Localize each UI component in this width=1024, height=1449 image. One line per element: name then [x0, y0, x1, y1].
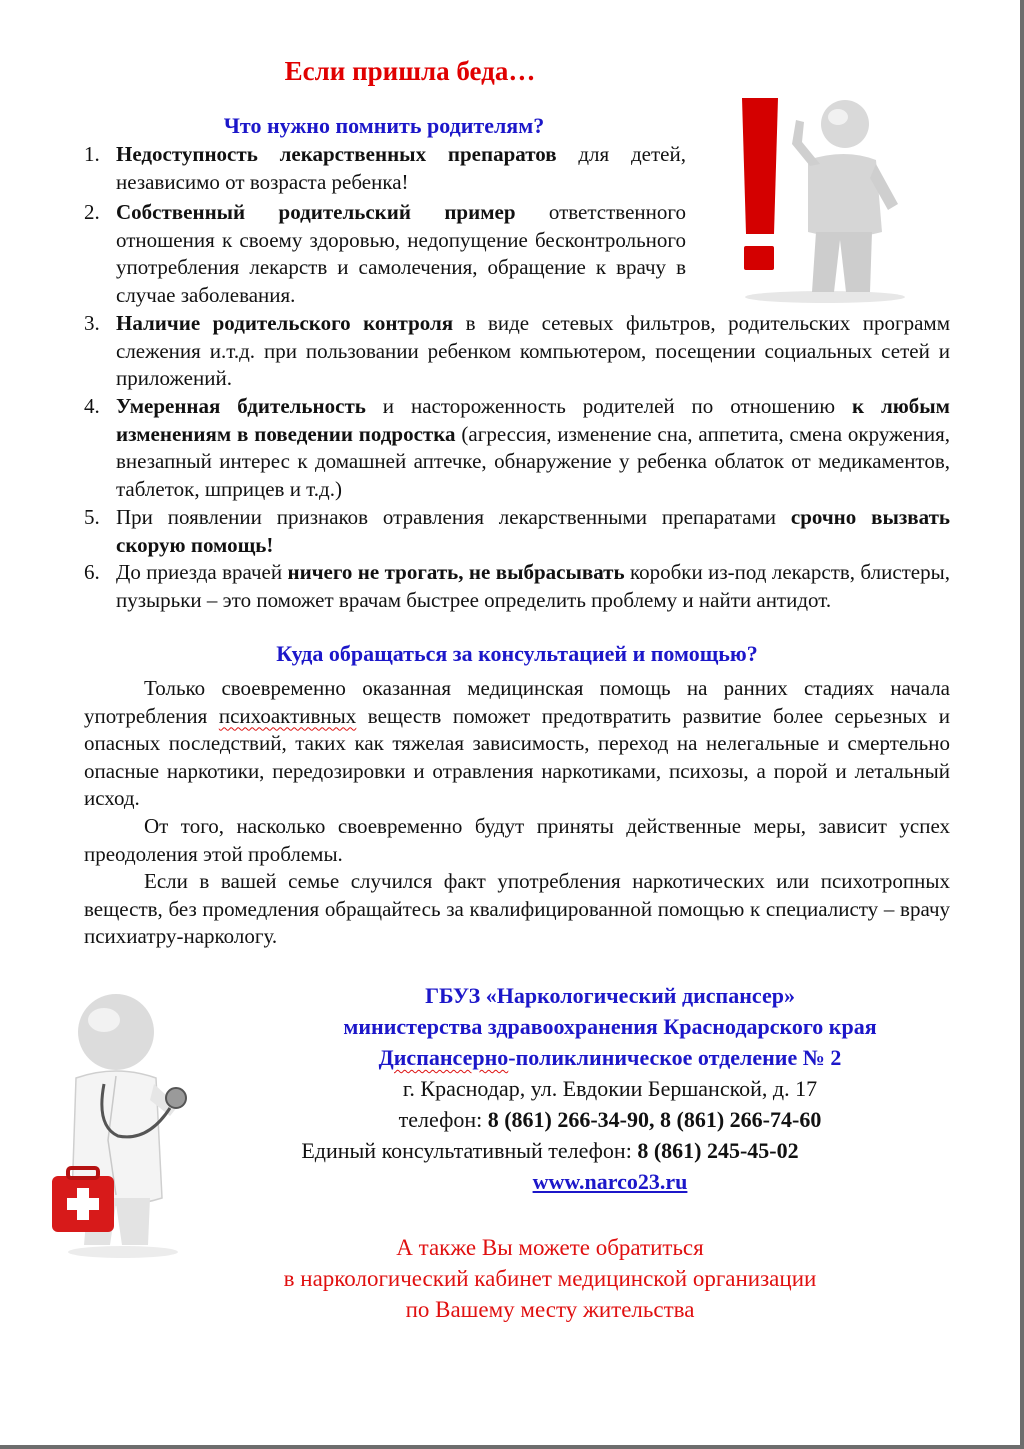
- org-ministry: министерства здравоохранения Краснодарского края: [343, 1014, 877, 1039]
- list-item: [84, 199, 686, 309]
- page-title: Если пришла беда…: [284, 56, 536, 86]
- list-item-number: 4.: [84, 394, 100, 418]
- list-item-number: 3.: [84, 311, 100, 335]
- org-address: г. Краснодар, ул. Евдокии Бершанской, д. 17: [402, 1076, 818, 1101]
- list-item-bold: ничего не трогать, не выбрасывать: [287, 560, 625, 584]
- paragraph-text: От того, насколько своевременно будут приняты действенные меры, зависит успех преодоления этой проблемы.: [84, 814, 950, 866]
- contact-block: [180, 980, 1024, 1197]
- website-link[interactable]: www.narco23.ru: [532, 1169, 688, 1194]
- list-item-bold: Наличие родительского контроля: [116, 311, 454, 335]
- exclamation-dot: [744, 246, 774, 270]
- footer-line: А также Вы можете обратиться: [396, 1235, 704, 1260]
- phone-numbers: 8 (861) 266-34-90, 8 (861) 266-74-60: [487, 1107, 822, 1132]
- figure-head-highlight: [828, 109, 848, 125]
- list-item-text: коробки из-под лекарств, блистеры, пузырьки – это поможет врачам быстрее определить проблему и найти антидот.: [116, 560, 950, 612]
- footer-line: по Вашему месту жительства: [405, 1297, 695, 1322]
- list-item-text: (агрессия, изменение сна, аппетита, смена окружения, внезапный интерес к домашней аптечке, обнаружение у ребенка облаток от медикаментов, таблеток, шприцев и т.д.): [116, 421, 950, 501]
- medkit-cross-h: [67, 1198, 99, 1210]
- section-heading-help: Куда обращаться за консультацией и помощью?: [276, 641, 758, 666]
- hotline: [60, 1135, 1024, 1166]
- list-item-number: 2.: [84, 200, 100, 224]
- figure-body: [808, 154, 882, 237]
- list-item: [84, 393, 950, 503]
- footer-line: в наркологический кабинет медицинской организации: [283, 1266, 817, 1291]
- figure-shadow: [745, 291, 905, 303]
- department-text: -поликлиническое отделение № 2: [508, 1045, 842, 1070]
- hotline-number: 8 (861) 245-45-02: [637, 1138, 799, 1163]
- spellcheck-word: Диспансерно: [378, 1045, 509, 1070]
- list-item: [84, 559, 950, 614]
- list-item-bold: к любым изменениям в поведении подростка: [116, 394, 950, 446]
- footer-note: [180, 1232, 920, 1325]
- list-item-text: и настороженность родителей по отношению: [365, 394, 852, 418]
- list-item: [84, 504, 950, 559]
- hotline-label: Единый консультативный телефон:: [301, 1138, 638, 1163]
- website-row: [180, 1166, 1024, 1197]
- paragraph-text: Если в вашей семье случился факт употребления наркотических или психотропных веществ, без промедления обращайтесь за квалифицированной помощью к специалисту – врачу психиатру-наркологу.: [84, 869, 950, 948]
- page-edge-right: [1020, 0, 1024, 1449]
- section-heading-parents: Что нужно помнить родителям?: [223, 113, 545, 138]
- paragraph-timely-measures: [84, 813, 950, 868]
- paragraph-early-help: [84, 675, 950, 813]
- spellcheck-word: психоактивных: [218, 703, 357, 728]
- paragraph-text: веществ поможет предотвратить развитие более серьезных и опасных последствий, таких как тяжелая зависимость, переход на нелегальные и смертельно опасные наркотики, передозировки и отравления наркотиками, психозы, а порой и летальный исход.: [84, 703, 950, 810]
- list-item: [84, 141, 686, 196]
- list-item: [84, 310, 950, 393]
- list-item-number: 5.: [84, 505, 100, 529]
- list-item-bold: Умеренная бдительность: [116, 394, 366, 418]
- page-edge-bottom: [0, 1445, 1024, 1449]
- doctor-shadow: [68, 1246, 178, 1258]
- list-item-bold: Недоступность лекарственных препаратов: [116, 142, 557, 166]
- list-item-text: для детей, независимо от возраста ребенка!: [116, 142, 686, 194]
- figure-legs: [812, 232, 872, 292]
- list-item-text: в виде сетевых фильтров, родительских программ слежения и.т.д. при пользовании ребенком компьютером, посещении социальных сетей и приложений.: [116, 311, 950, 390]
- doctor-head: [78, 994, 154, 1070]
- org-department: [180, 1042, 1024, 1073]
- figure-head: [821, 100, 869, 148]
- list-item-bold: Собственный родительский пример: [116, 200, 516, 224]
- phone-label: телефон:: [398, 1107, 488, 1132]
- list-item-number: 6.: [84, 560, 100, 584]
- doctor-head-highlight: [88, 1008, 120, 1032]
- list-item-text: ответственного отношения к своему здоровью, недопущение бесконтрольного употребления лекарств и самолечения, обращение к врачу в случае заболевания.: [116, 200, 686, 307]
- paragraph-specialist: [84, 868, 950, 951]
- list-item-bold: срочно вызвать скорую помощь!: [116, 505, 950, 557]
- org-phones: [180, 1104, 1024, 1135]
- paragraph-text: Только своевременно оказанная медицинская помощь на ранних стадиях начала употребления: [84, 676, 950, 728]
- figure-raised-arm: [792, 120, 820, 166]
- list-item-number: 1.: [84, 142, 100, 166]
- list-item-text: До приезда врачей: [116, 560, 288, 584]
- list-item-text: При появлении признаков отравления лекарственными препаратами: [116, 505, 791, 529]
- org-name: ГБУЗ «Наркологический диспансер»: [425, 983, 795, 1008]
